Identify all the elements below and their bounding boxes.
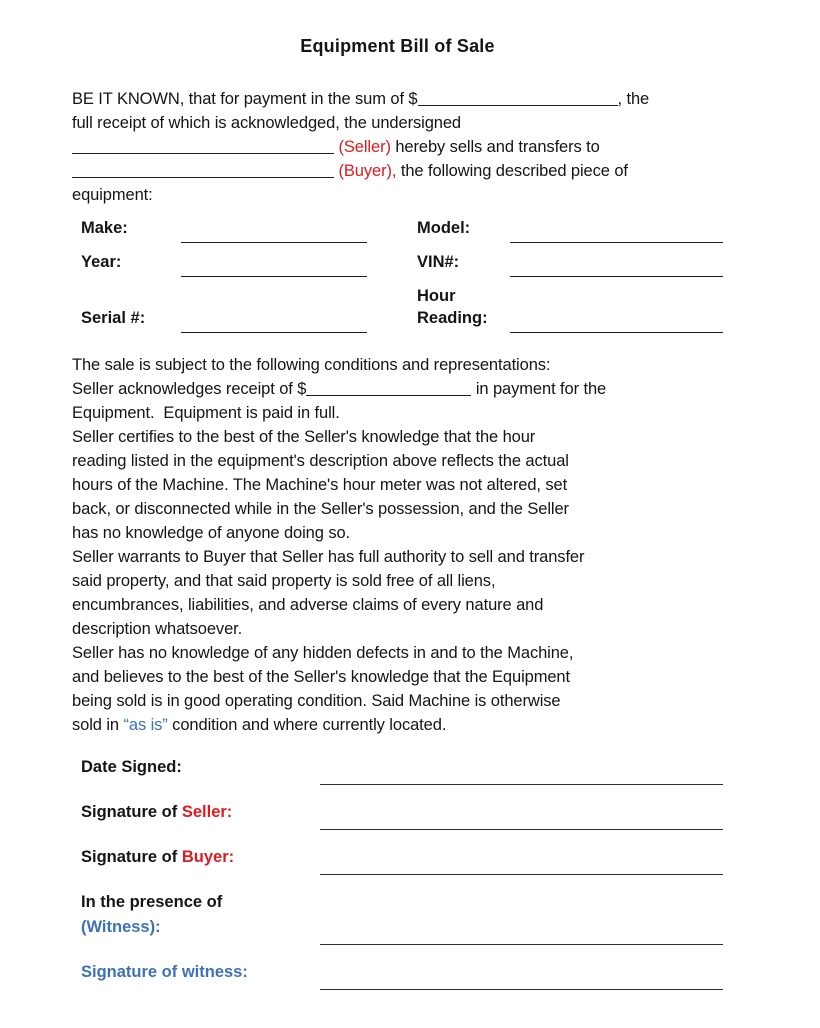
text-run: reading listed in the equipment's description above reflects the actual (72, 452, 569, 470)
text-run: full receipt of which is acknowledged, the undersigned (72, 114, 462, 132)
text-line (72, 159, 723, 183)
text-line (72, 425, 723, 449)
buyer-signature-line[interactable] (320, 871, 723, 875)
fill-in-blank-line[interactable] (72, 175, 334, 178)
page-title: Equipment Bill of Sale (300, 36, 495, 56)
model-input-line[interactable] (510, 239, 723, 243)
signature-row-witness (81, 890, 723, 945)
text-run: sold in (72, 716, 124, 734)
text-line (72, 87, 723, 111)
text-line (72, 641, 723, 665)
text-run-blue: (Witness): (81, 918, 161, 936)
text-line (72, 665, 723, 689)
witness-line[interactable] (320, 941, 723, 945)
text-run: hereby sells and transfers to (390, 138, 600, 156)
text-line (72, 183, 723, 207)
text-line (72, 521, 723, 545)
text-run: being sold is in good operating condition. Said Machine is otherwise (72, 692, 561, 710)
text-run: and believes to the best of the Seller's knowledge that the Equipment (72, 668, 570, 686)
witness-signature-label (81, 960, 320, 990)
fill-in-blank-line[interactable] (72, 151, 334, 154)
signature-row-witness-signature (81, 960, 723, 990)
model-label: Model: (417, 219, 471, 237)
text-run-red: Buyer: (181, 848, 235, 866)
field-row-make-model (81, 217, 723, 243)
text-run: equipment: (72, 186, 153, 204)
text-line (72, 713, 723, 737)
text-run: encumbrances, liabilities, and adverse claims of every nature and (72, 596, 544, 614)
make-label: Make: (81, 219, 128, 237)
signature-row-date-signed (81, 755, 723, 785)
text-line (72, 689, 723, 713)
fill-in-blank-line[interactable] (418, 103, 618, 106)
text-run: In the presence of (81, 893, 223, 911)
hour-reading-input-line[interactable] (510, 329, 723, 333)
text-line (72, 569, 723, 593)
signature-row-buyer (81, 845, 723, 875)
date-signed-label (81, 755, 320, 785)
text-run: condition and where currently located. (167, 716, 447, 734)
signature-row-seller (81, 800, 723, 830)
text-run: Seller warrants to Buyer that Seller has full authority to sell and transfer (72, 548, 585, 566)
text-run: hours of the Machine. The Machine's hour meter was not altered, set (72, 476, 568, 494)
year-label: Year: (81, 253, 122, 271)
text-line (72, 449, 723, 473)
text-line (72, 617, 723, 641)
text-run-blue: “as is” (123, 716, 168, 734)
text-line (72, 111, 723, 135)
text-run: Signature of (81, 803, 182, 821)
intro-paragraph (72, 87, 723, 207)
fill-in-blank-line[interactable] (306, 393, 471, 396)
witness-signature-line[interactable] (320, 986, 723, 990)
text-line (72, 135, 723, 159)
seller-signature-label (81, 800, 320, 830)
year-input-line[interactable] (181, 273, 367, 277)
text-run: back, or disconnected while in the Seller's possession, and the Seller (72, 500, 569, 518)
text-run: The sale is subject to the following conditions and representations: (72, 356, 551, 374)
serial-label: Serial #: (81, 309, 146, 327)
text-run: the following described piece of (396, 162, 628, 180)
conditions-paragraphs (72, 353, 723, 737)
field-row-serial-hour-reading (81, 285, 723, 333)
text-run: description whatsoever. (72, 620, 243, 638)
date-signed-line[interactable] (320, 781, 723, 785)
text-line (72, 473, 723, 497)
text-run: said property, and that said property is sold free of all liens, (72, 572, 496, 590)
text-run-red: (Seller) (338, 138, 391, 156)
text-run: Signature of (81, 848, 182, 866)
text-run: Date Signed: (81, 758, 182, 776)
vin-label: VIN#: (417, 253, 460, 271)
equipment-fields (72, 217, 723, 333)
text-run-red: (Buyer), (338, 162, 397, 180)
text-run: Seller has no knowledge of any hidden defects in and to the Machine, (72, 644, 574, 662)
serial-input-line[interactable] (181, 329, 367, 333)
text-run-red: Seller: (181, 803, 233, 821)
witness-label (81, 890, 320, 945)
text-line (72, 593, 723, 617)
text-line (72, 377, 723, 401)
text-line (72, 497, 723, 521)
buyer-signature-label (81, 845, 320, 875)
text-line (72, 545, 723, 569)
text-run: Seller acknowledges receipt of $ (72, 380, 307, 398)
text-run-blue: Signature of witness: (81, 963, 248, 981)
make-input-line[interactable] (181, 239, 367, 243)
vin-input-line[interactable] (510, 273, 723, 277)
field-row-year-vin (81, 251, 723, 277)
signature-section (72, 755, 723, 990)
text-run: has no knowledge of anyone doing so. (72, 524, 351, 542)
text-line (72, 353, 723, 377)
text-line (72, 401, 723, 425)
text-run: Seller certifies to the best of the Seller's knowledge that the hour (72, 428, 536, 446)
text-run: , the (617, 90, 650, 108)
hour-reading-label: Hour Reading: (417, 287, 488, 327)
text-run: Equipment. Equipment is paid in full. (72, 404, 340, 422)
text-run: BE IT KNOWN, that for payment in the sum of $ (72, 90, 418, 108)
seller-signature-line[interactable] (320, 826, 723, 830)
text-run: in payment for the (471, 380, 607, 398)
